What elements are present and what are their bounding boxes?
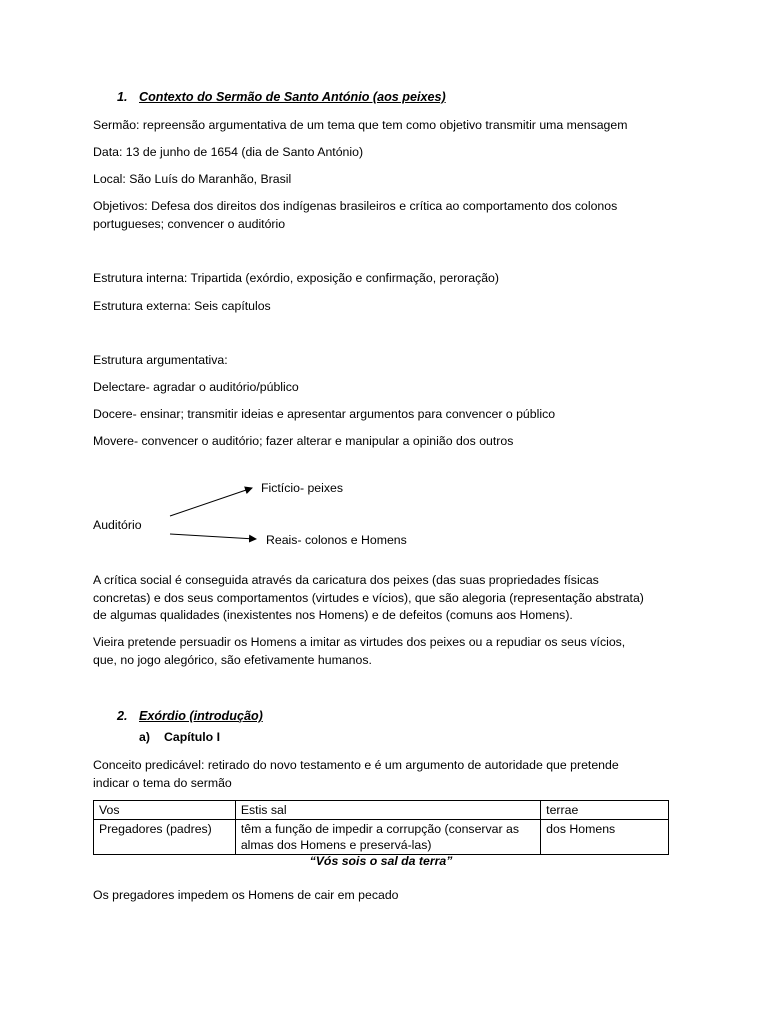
conceito-line-2: indicar o tema do sermão xyxy=(93,776,232,790)
paragraph-1-line-3: de algumas qualidades (inexistentes nos Homens) e de defeitos (comuns aos Homens). xyxy=(93,608,573,622)
vos-estis-sal-table xyxy=(93,800,669,855)
table-cell: Pregadores (padres) xyxy=(94,820,236,855)
estrutura-externa: Estrutura externa: Seis capítulos xyxy=(93,299,271,313)
table-cell: dos Homens xyxy=(541,820,669,855)
section-1-title: Contexto do Sermão de Santo António (aos peixes) xyxy=(139,90,446,104)
arrow-to-reais xyxy=(170,534,256,539)
delectare-line: Delectare- agradar o auditório/público xyxy=(93,380,299,394)
paragraph-1-line-2: concretas) e dos seus comportamentos (virtudes e vícios), que são alegoria (representação abstrata) xyxy=(93,591,644,605)
closing-line: Os pregadores impedem os Homens de cair em pecado xyxy=(93,888,399,902)
paragraph-1-line-1: A crítica social é conseguida através da caricatura dos peixes (das suas propriedades físicas xyxy=(93,573,599,587)
diagram-top-label: Fictício- peixes xyxy=(261,481,344,495)
estrutura-interna: Estrutura interna: Tripartida (exórdio, exposição e confirmação, peroração) xyxy=(93,271,499,285)
conceito-line-1: Conceito predicável: retirado do novo testamento e é um argumento de autoridade que pretende xyxy=(93,758,619,772)
sermao-definition: Sermão: repreensão argumentativa de um tema que tem como objetivo transmitir uma mensagem xyxy=(93,118,628,132)
docere-line: Docere- ensinar; transmitir ideias e apresentar argumentos para convencer o público xyxy=(93,407,556,421)
objetivos-line-2: portugueses; convencer o auditório xyxy=(93,217,286,231)
estrutura-argumentativa-label: Estrutura argumentativa: xyxy=(93,353,228,367)
section-2-title: Exórdio (introdução) xyxy=(139,709,263,723)
table-cell: Estis sal xyxy=(235,801,540,820)
paragraph-2-line-2: que, no jogo alegórico, são efetivamente humanos. xyxy=(93,653,372,667)
section-1-number: 1. xyxy=(117,90,128,104)
table-cell: têm a função de impedir a corrupção (conservar as almas dos Homens e preservá-las) xyxy=(235,820,540,855)
local-line: Local: São Luís do Maranhão, Brasil xyxy=(93,172,292,186)
objetivos-line-1: Objetivos: Defesa dos direitos dos indígenas brasileiros e crítica ao comportamento dos colonos xyxy=(93,199,618,213)
diagram-bottom-label: Reais- colonos e Homens xyxy=(266,533,407,547)
diagram-arrows xyxy=(160,478,270,548)
movere-line: Movere- convencer o auditório; fazer alterar e manipular a opinião dos outros xyxy=(93,434,514,448)
arrow-to-ficticio xyxy=(170,488,252,516)
subsection-title: Capítulo I xyxy=(164,730,221,744)
section-2-number: 2. xyxy=(117,709,128,723)
quote: “Vós sois o sal da terra” xyxy=(309,854,453,868)
subsection-letter: a) xyxy=(139,730,150,744)
table-row xyxy=(94,820,669,855)
diagram-root-label: Auditório xyxy=(93,518,142,532)
data-line: Data: 13 de junho de 1654 (dia de Santo António) xyxy=(93,145,364,159)
table-cell: Vos xyxy=(94,801,236,820)
table-header-row xyxy=(94,801,669,820)
paragraph-2-line-1: Vieira pretende persuadir os Homens a imitar as virtudes dos peixes ou a repudiar os seus vícios, xyxy=(93,635,626,649)
table-cell: terrae xyxy=(541,801,669,820)
